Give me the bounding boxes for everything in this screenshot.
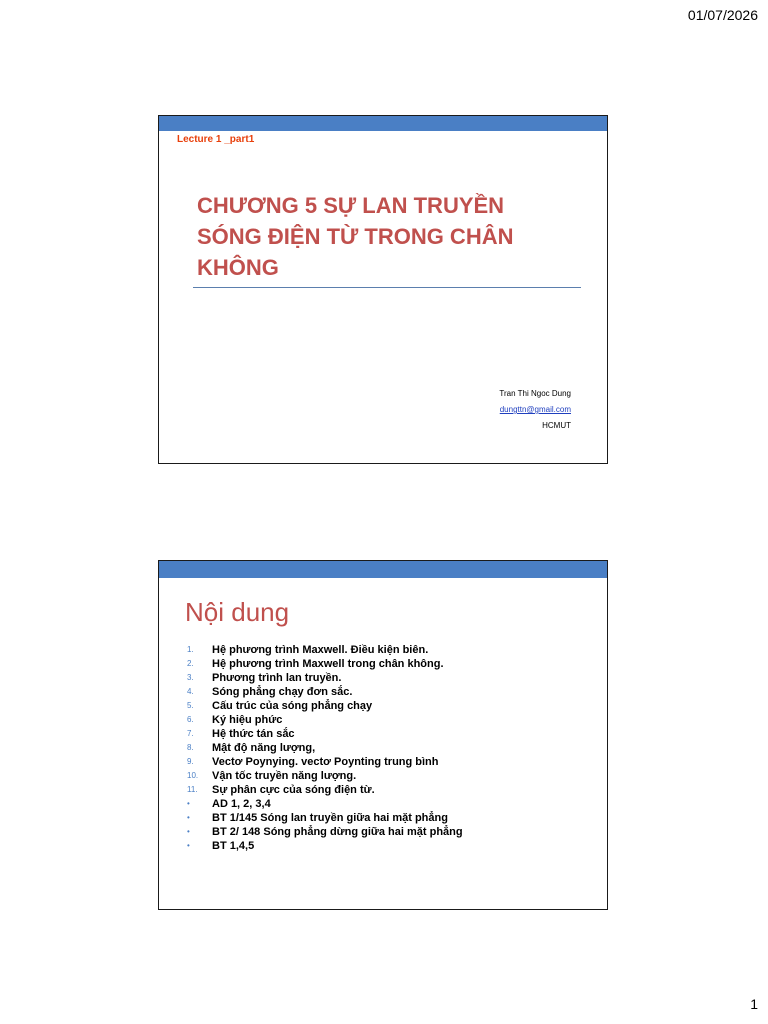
title-divider: [193, 287, 581, 288]
contents-item: [187, 727, 463, 741]
list-marker: 9.: [187, 757, 194, 766]
contents-item: [187, 811, 463, 825]
contents-item-text: Hệ thức tán sắc: [212, 728, 295, 740]
contents-item-text: AD 1, 2, 3,4: [212, 798, 271, 810]
contents-item-text: Vectơ Poynying. vectơ Poynting trung bình: [212, 756, 439, 768]
contents-item-text: BT 2/ 148 Sóng phẳng dừng giữa hai mặt phẳng: [212, 826, 463, 838]
list-marker: 6.: [187, 715, 194, 724]
contents-item: [187, 657, 463, 671]
list-marker: 8.: [187, 743, 194, 752]
slide-title: [158, 115, 608, 464]
list-marker: 7.: [187, 729, 194, 738]
list-marker: 4.: [187, 687, 194, 696]
page-number: 1: [750, 996, 758, 1012]
contents-item-text: BT 1/145 Sóng lan truyền giữa hai mặt phẳng: [212, 812, 448, 824]
slide-title-text: [197, 190, 587, 283]
contents-item: [187, 783, 463, 797]
title-line-3: KHÔNG: [197, 255, 279, 280]
slide-header-bar: [159, 116, 607, 131]
contents-item: [187, 685, 463, 699]
contents-item: [187, 713, 463, 727]
contents-item-text: Cấu trúc của sóng phẳng chạy: [212, 700, 373, 712]
contents-item-text: Sóng phẳng chạy đơn sắc.: [212, 686, 353, 698]
title-line-1: CHƯƠNG 5 SỰ LAN TRUYỀN: [197, 193, 505, 218]
contents-item: [187, 797, 463, 811]
contents-heading: Nội dung: [185, 597, 290, 627]
contents-item: [187, 755, 463, 769]
list-marker: •: [187, 827, 190, 836]
contents-item-text: Phương trình lan truyền.: [212, 672, 342, 684]
lecture-label: Lecture 1 _part1: [177, 134, 255, 145]
contents-item: [187, 741, 463, 755]
slide-contents: [158, 560, 608, 910]
list-marker: 1.: [187, 645, 194, 654]
contents-item-text: Ký hiệu phức: [212, 714, 283, 726]
contents-item-text: Sự phân cực của sóng điện từ.: [212, 784, 375, 796]
author-name: Tran Thi Ngoc Dung: [499, 389, 571, 398]
title-line-2: SÓNG ĐIỆN TỪ TRONG CHÂN: [197, 224, 514, 249]
contents-list: [187, 643, 463, 853]
list-marker: 10.: [187, 771, 199, 780]
contents-item: [187, 699, 463, 713]
institution: HCMUT: [542, 421, 571, 430]
contents-item: [187, 769, 463, 783]
author-block: [499, 386, 571, 434]
list-marker: •: [187, 799, 190, 808]
author-email-link[interactable]: dungttn@gmail.com: [499, 405, 571, 414]
print-date: 01/07/2026: [687, 7, 758, 23]
contents-item-text: BT 1,4,5: [212, 840, 255, 852]
contents-item: [187, 671, 463, 685]
list-marker: 11.: [187, 785, 198, 794]
contents-item-text: Mật độ năng lượng,: [212, 742, 316, 754]
contents-item: [187, 839, 463, 853]
contents-item: [187, 643, 463, 657]
list-marker: 2.: [187, 659, 194, 668]
list-marker: •: [187, 813, 190, 822]
list-marker: 5.: [187, 701, 194, 710]
contents-item: [187, 825, 463, 839]
contents-item-text: Hệ phương trình Maxwell trong chân không.: [212, 658, 444, 670]
list-marker: 3.: [187, 673, 194, 682]
contents-item-text: Hệ phương trình Maxwell. Điều kiện biên.: [212, 644, 429, 656]
list-marker: •: [187, 841, 190, 850]
slide-header-bar: [159, 561, 607, 578]
contents-item-text: Vận tốc truyền năng lượng.: [212, 770, 357, 782]
